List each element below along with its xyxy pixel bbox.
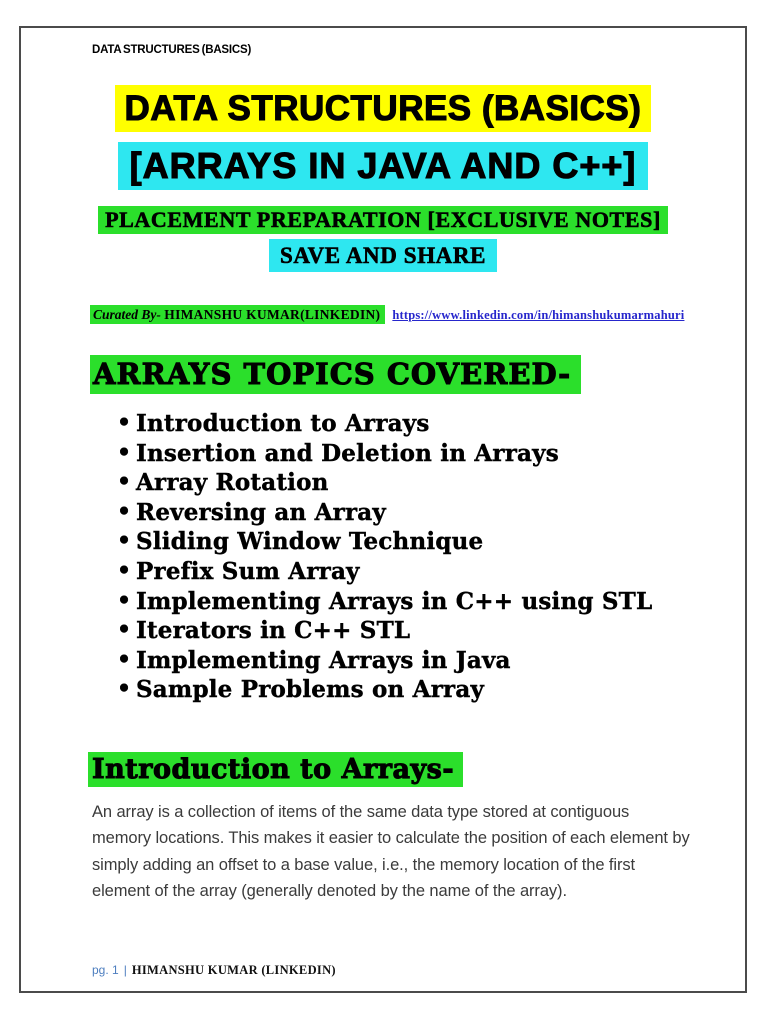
footer-author-name: HIMANSHU KUMAR (LINKEDIN) — [131, 963, 336, 977]
topic-item: • Prefix Sum Array — [96, 557, 652, 587]
banner-note-row — [21, 206, 745, 234]
topic-item: • Sliding Window Technique — [96, 527, 652, 557]
topic-item: • Reversing an Array — [96, 498, 652, 528]
topics-heading-row — [90, 355, 581, 394]
curated-by-line — [90, 306, 684, 324]
main-title: DATA STRUCTURES (BASICS) — [115, 85, 652, 132]
topics-section-heading: ARRAYS TOPICS COVERED- — [90, 355, 581, 394]
banner-sub-row — [21, 142, 745, 190]
placement-note: PLACEMENT PREPARATION [EXCLUSIVE NOTES] — [98, 206, 668, 234]
sub-title: [ARRAYS IN JAVA AND C++] — [118, 142, 649, 190]
linkedin-profile-link[interactable]: https://www.linkedin.com/in/himanshukumarmahuri — [392, 308, 685, 322]
banner-main-row — [21, 85, 745, 132]
topic-item: • Iterators in C++ STL — [96, 616, 652, 646]
topics-list — [96, 409, 652, 705]
running-header: DATA STRUCTURES (BASICS) — [92, 44, 252, 56]
topic-item: • Sample Problems on Array — [96, 675, 652, 705]
curated-author-name: HIMANSHU KUMAR(LINKEDIN) — [164, 307, 381, 322]
topic-item: • Implementing Arrays in Java — [96, 646, 652, 676]
document-page — [19, 26, 747, 993]
topic-item: • Implementing Arrays in C++ using STL — [96, 587, 652, 617]
topic-item: • Insertion and Deletion in Arrays — [96, 439, 652, 469]
topic-item: • Array Rotation — [96, 468, 652, 498]
footer-page-number: pg. 1 — [92, 963, 119, 977]
intro-section-heading: Introduction to Arrays- — [88, 752, 463, 787]
intro-paragraph: An array is a collection of items of the same data type stored at contiguous memory locations. This makes it easier to calculate the position of each element by simply adding an offset to a base value, i.e., the memory location of the first element of the array (generally denoted by the name of the array). — [92, 803, 690, 900]
footer-separator: | — [123, 963, 127, 977]
topic-item: • Introduction to Arrays — [96, 409, 652, 439]
page-footer — [92, 961, 336, 979]
curated-by-label: Curated By- — [93, 307, 161, 322]
save-share-note: SAVE AND SHARE — [269, 239, 497, 272]
curated-highlight — [90, 305, 385, 324]
banner-share-row — [21, 239, 745, 272]
intro-heading-row — [88, 752, 463, 787]
